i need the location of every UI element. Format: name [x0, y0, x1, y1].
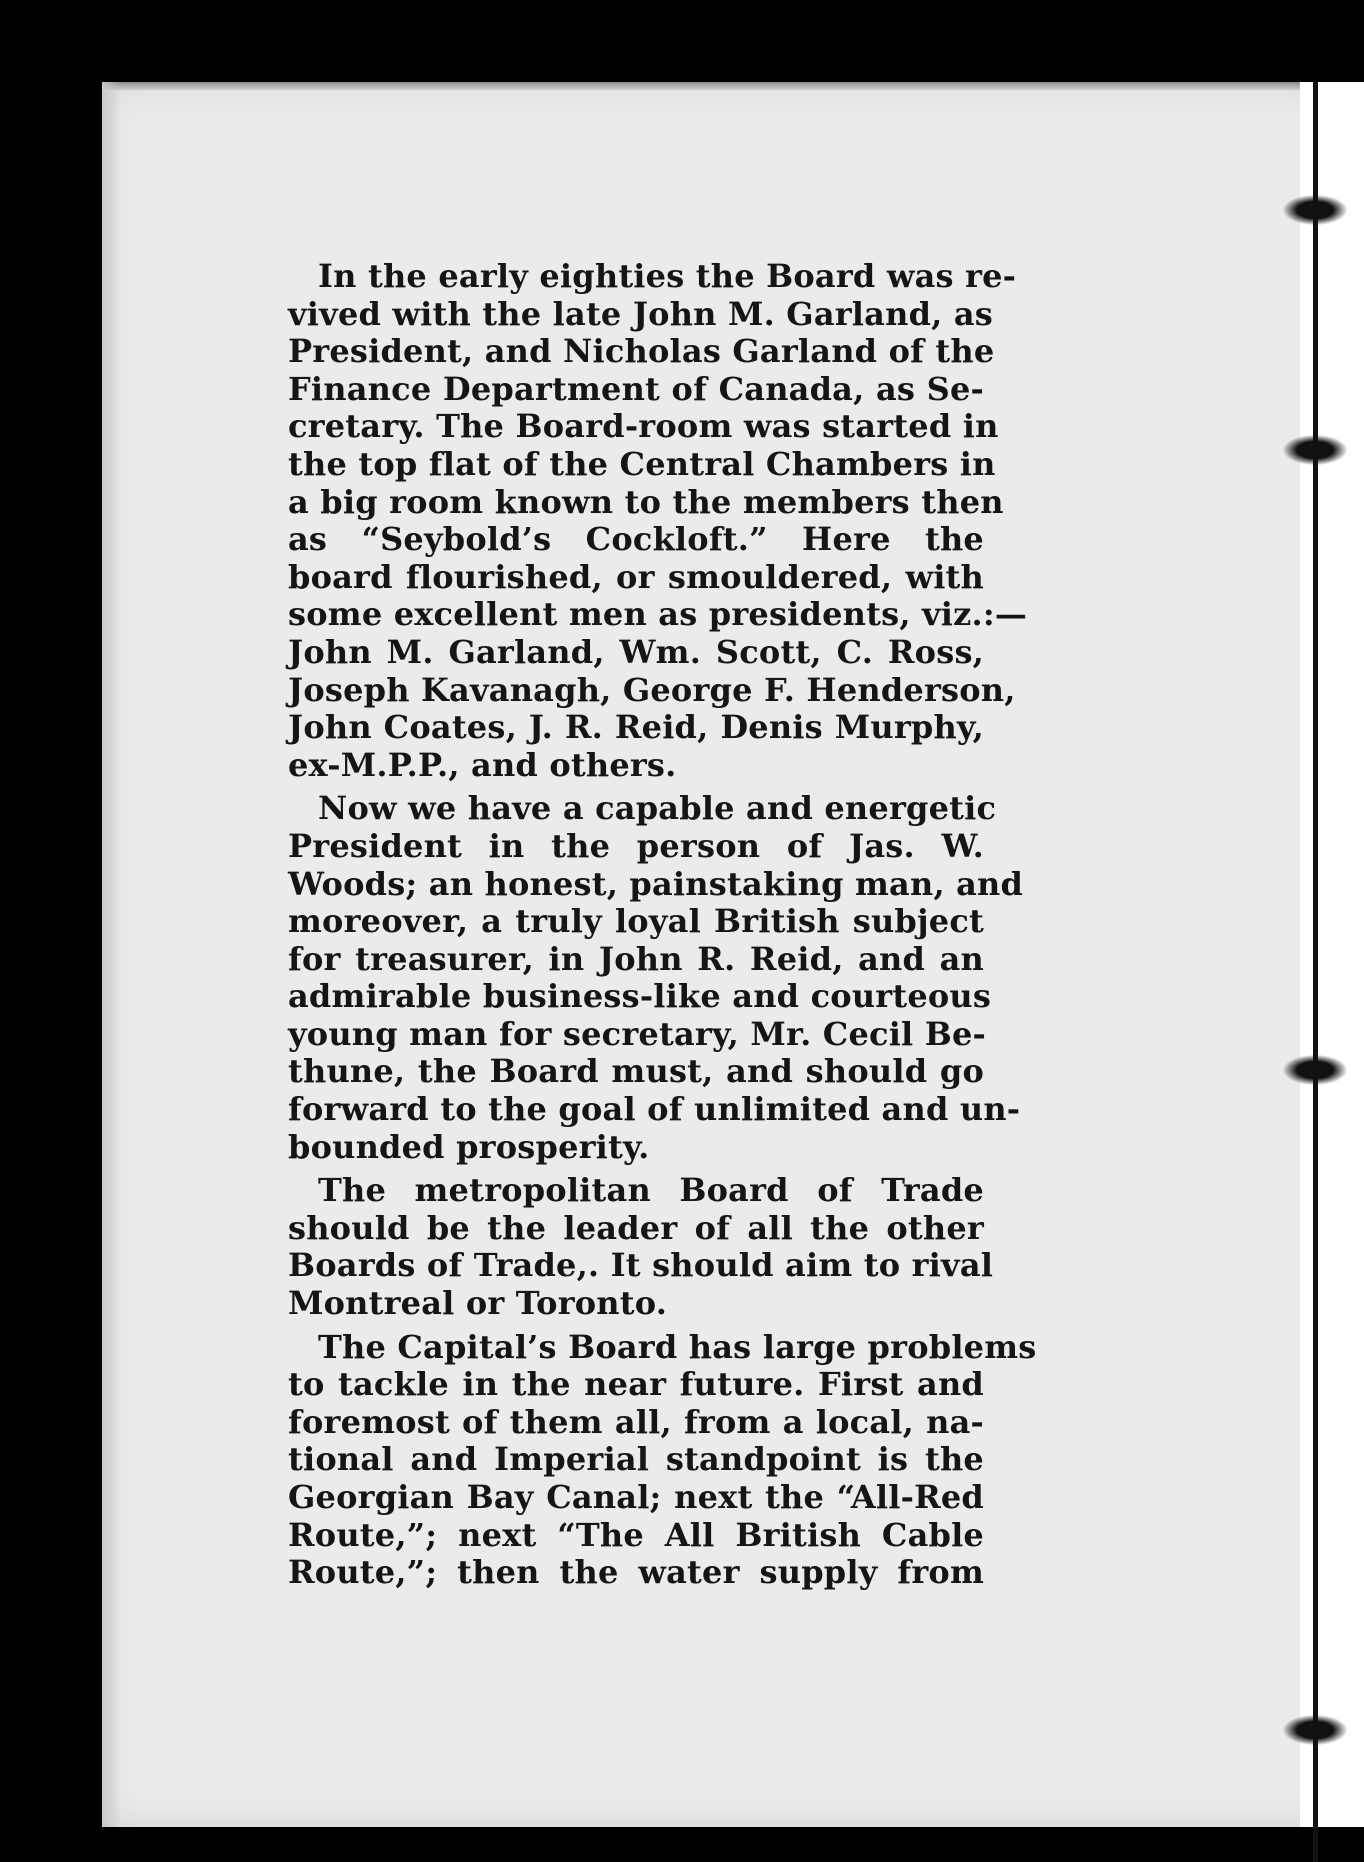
text-line: a big room known to the members then: [288, 482, 1004, 521]
text-line: The metropolitan Board of Trade: [318, 1171, 984, 1210]
text-line: thune, the Board must, and should go: [288, 1052, 984, 1091]
paragraph-1: [288, 257, 1028, 784]
text-line: Finance Department of Canada, as Se-: [288, 369, 984, 408]
binding-stitch: [1283, 1715, 1347, 1745]
text-line: Woods; an honest, painstaking man, and: [288, 864, 1024, 903]
text-line: Montreal or Toronto.: [288, 1284, 668, 1323]
page-text: [288, 257, 1037, 1598]
text-line: Route,”; then the water supply from: [288, 1553, 984, 1592]
text-line: Now we have a capable and energetic: [318, 789, 997, 828]
paragraph-3: [288, 1171, 994, 1323]
binding-stitch: [1283, 1055, 1347, 1085]
binding-stitch: [1283, 435, 1347, 465]
text-line: The Capital’s Board has large problems: [318, 1327, 1037, 1366]
text-line: for treasurer, in John R. Reid, and an: [288, 939, 984, 978]
text-line: as “Seybold’s Cockloft.” Here the: [288, 520, 984, 559]
text-line: some excellent men as presidents, viz.:—: [288, 595, 1028, 634]
text-line: forward to the goal of unlimited and un-: [288, 1090, 1021, 1129]
text-line: should be the leader of all the other: [288, 1208, 984, 1247]
text-line: In the early eighties the Board was re-: [318, 257, 1017, 295]
binding-stitch: [1283, 195, 1347, 225]
text-line: Joseph Kavanagh, George F. Henderson,: [288, 670, 1016, 709]
text-line: board flourished, or smouldered, with: [288, 557, 984, 596]
binding-spine: [1300, 82, 1364, 1827]
text-line: bounded prosperity.: [288, 1127, 650, 1166]
text-line: tional and Imperial standpoint is the: [288, 1440, 984, 1479]
page-left-edge: [102, 82, 120, 1827]
text-line: to tackle in the near future. First and: [288, 1365, 984, 1404]
text-line: ex-M.P.P., and others.: [288, 745, 677, 784]
text-line: President in the person of Jas. W.: [288, 826, 984, 865]
text-line: Georgian Bay Canal; next the “All-Red: [288, 1478, 984, 1516]
paragraph-4: [288, 1327, 1037, 1592]
text-line: moreover, a truly loyal British subject: [288, 902, 984, 941]
text-line: John Coates, J. R. Reid, Denis Murphy,: [288, 708, 984, 747]
text-line: young man for secretary, Mr. Cecil Be-: [288, 1014, 987, 1053]
page-top-edge: [102, 82, 1332, 90]
text-line: Route,”; next “The All British Cable: [288, 1515, 984, 1554]
text-line: vived with the late John M. Garland, as: [288, 294, 993, 333]
text-line: the top flat of the Central Chambers in: [288, 444, 996, 483]
text-line: foremost of them all, from a local, na-: [288, 1402, 984, 1441]
text-line: John M. Garland, Wm. Scott, C. Ross,: [288, 632, 984, 671]
paragraph-2: [288, 789, 1024, 1166]
binding-thread: [1313, 82, 1318, 1862]
text-line: cretary. The Board-room was started in: [288, 407, 999, 446]
text-line: President, and Nicholas Garland of the: [288, 332, 995, 371]
text-line: Boards of Trade,. It should aim to rival: [288, 1246, 994, 1285]
text-line: admirable business-like and courteous: [288, 977, 992, 1016]
